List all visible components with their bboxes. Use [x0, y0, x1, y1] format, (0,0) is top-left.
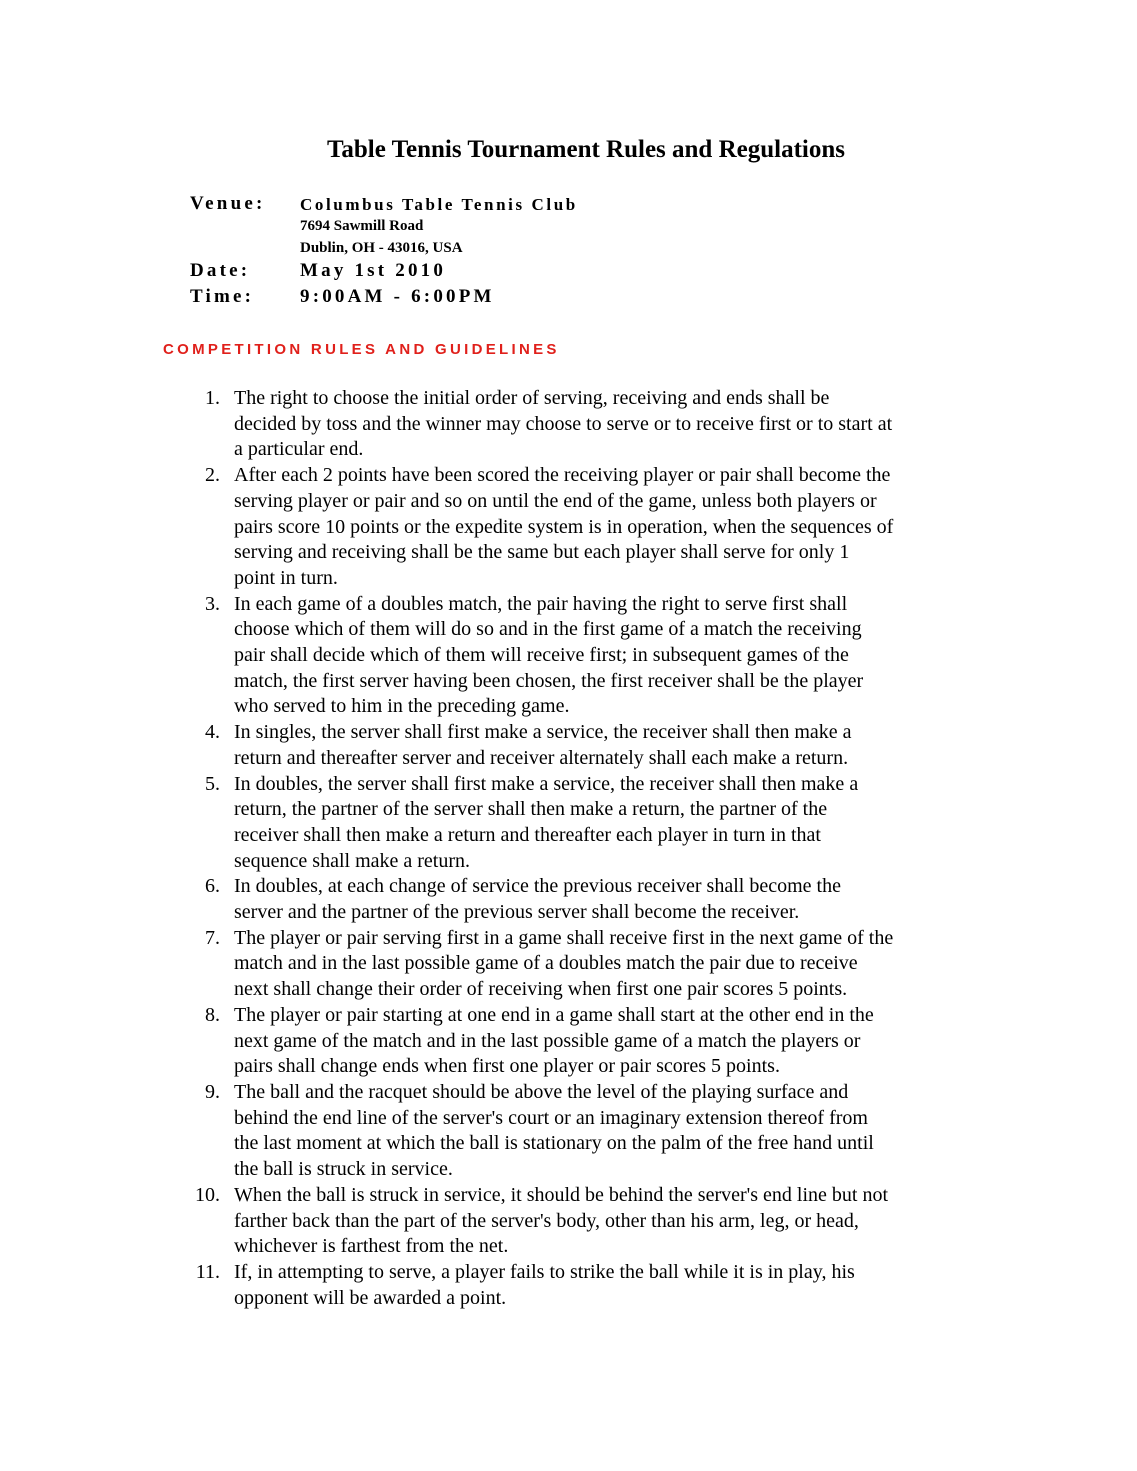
- rule-text-line: next shall change their order of receiving when first one pair scores 5 points.: [234, 978, 848, 1001]
- rule-text-line: The ball and the racquet should be above the level of the playing surface and: [234, 1080, 849, 1103]
- rule-text-line: The player or pair starting at one end in a game shall start at the other end in the: [234, 1003, 874, 1026]
- rule-text-line: a particular end.: [234, 438, 364, 461]
- rule-text-line: pairs shall change ends when first one player or pair scores 5 points.: [234, 1055, 780, 1078]
- rule-text-line: the ball is struck in service.: [234, 1158, 453, 1181]
- rule-text-line: When the ball is struck in service, it should be behind the server's end line but not: [234, 1183, 889, 1206]
- page-title: Table Tennis Tournament Rules and Regulations: [326, 136, 845, 163]
- rule-text-line: opponent will be awarded a point.: [234, 1286, 507, 1309]
- rule-text-line: point in turn.: [234, 566, 338, 589]
- venue-address-line2: Dublin, OH - 43016, USA: [300, 240, 463, 256]
- rule-text-line: serving and receiving shall be the same but each player shall serve for only 1: [234, 541, 850, 564]
- rule-item: [190, 874, 990, 925]
- rule-item: [190, 1183, 990, 1260]
- rule-item: [190, 592, 990, 721]
- rule-item: [190, 1080, 990, 1183]
- rule-item: [190, 386, 990, 463]
- rule-text-line: In each game of a doubles match, the pair having the right to serve first shall: [234, 592, 848, 615]
- venue-label: Venue:: [190, 193, 266, 214]
- rule-text-line: server and the partner of the previous server shall become the receiver.: [234, 901, 800, 924]
- time-value: 9:00AM - 6:00PM: [300, 286, 495, 307]
- rule-number: 6.: [205, 875, 220, 898]
- rule-text-line: serving player or pair and so on until the end of the game, unless both players or: [234, 489, 877, 512]
- rule-number: 5.: [205, 772, 220, 795]
- rule-text-line: pair shall decide which of them will receive first; in subsequent games of the: [234, 644, 849, 667]
- rule-text-line: decided by toss and the winner may choose to serve or to receive first or to start at: [234, 412, 893, 435]
- rule-text-line: whichever is farthest from the net.: [234, 1235, 509, 1258]
- rule-number: 1.: [205, 387, 220, 409]
- rule-number: 10.: [195, 1183, 220, 1206]
- rule-text-line: return, the partner of the server shall then make a return, the partner of the: [234, 798, 828, 821]
- rule-text-line: choose which of them will do so and in the first game of a match the receiving: [234, 618, 862, 641]
- rule-number: 8.: [205, 1003, 220, 1026]
- rule-item: [190, 720, 990, 771]
- rule-text-line: In doubles, the server shall first make a service, the receiver shall then make a: [234, 772, 859, 795]
- rule-text-line: After each 2 points have been scored the receiving player or pair shall become the: [234, 464, 891, 487]
- venue-name: Columbus Table Tennis Club: [300, 195, 578, 214]
- rule-item: [190, 926, 990, 1003]
- time-label: Time:: [190, 286, 255, 307]
- rule-number: 11.: [195, 1260, 220, 1283]
- rule-item: [190, 463, 990, 592]
- venue-address-line1: 7694 Sawmill Road: [300, 218, 424, 234]
- rule-text-line: The player or pair serving first in a game shall receive first in the next game of the: [234, 926, 894, 949]
- section-heading: COMPETITION RULES AND GUIDELINES: [163, 341, 560, 358]
- rule-item: [190, 1260, 990, 1311]
- rule-text-line: receiver shall then make a return and thereafter each player in turn in that: [234, 823, 821, 846]
- rule-item: [190, 772, 990, 875]
- rule-text-line: match and in the last possible game of a doubles match the pair due to receive: [234, 952, 858, 975]
- rule-number: 2.: [205, 464, 220, 487]
- rule-text-line: In singles, the server shall first make a service, the receiver shall then make a: [234, 721, 852, 744]
- date-value: May 1st 2010: [300, 260, 447, 281]
- rule-number: 9.: [205, 1080, 220, 1103]
- rule-item: [190, 1003, 990, 1080]
- rule-text-line: sequence shall make a return.: [234, 849, 471, 872]
- rule-text-line: pairs score 10 points or the expedite system is in operation, when the sequences of: [234, 515, 894, 538]
- rule-text-line: If, in attempting to serve, a player fails to strike the ball while it is in play, his: [234, 1260, 855, 1283]
- date-label: Date:: [190, 260, 251, 281]
- rule-text-line: farther back than the part of the server's body, other than his arm, leg, or head,: [234, 1209, 859, 1232]
- rule-text-line: The right to choose the initial order of serving, receiving and ends shall be: [234, 387, 830, 409]
- rule-number: 3.: [205, 592, 220, 615]
- rule-text-line: return and thereafter server and receiver alternately shall each make a return.: [234, 746, 849, 769]
- rule-number: 7.: [205, 926, 220, 949]
- rule-text-line: match, the first server having been chosen, the first receiver shall be the player: [234, 669, 864, 692]
- rule-text-line: who served to him in the preceding game.: [234, 695, 570, 718]
- rule-text-line: behind the end line of the server's court or an imaginary extension thereof from: [234, 1106, 868, 1129]
- rule-text-line: the last moment at which the ball is stationary on the palm of the free hand until: [234, 1132, 874, 1155]
- rule-number: 4.: [205, 721, 220, 744]
- rules-list: [190, 386, 990, 1311]
- rule-text-line: In doubles, at each change of service the previous receiver shall become the: [234, 875, 841, 898]
- rule-text-line: next game of the match and in the last possible game of a match the players or: [234, 1029, 861, 1052]
